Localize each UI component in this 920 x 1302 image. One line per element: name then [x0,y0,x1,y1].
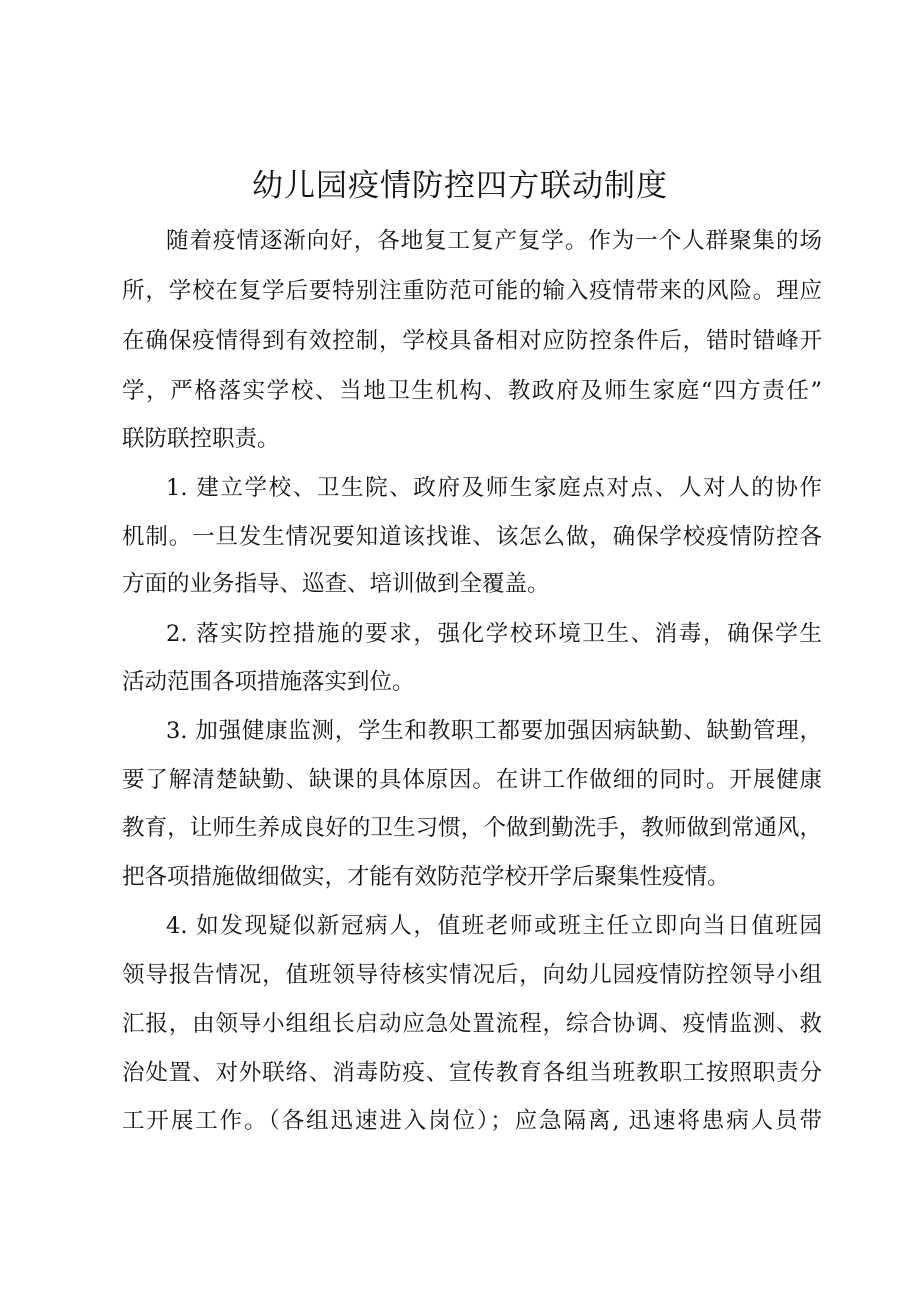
text-line: 活动范围各项措施落实到位。 [122,669,415,695]
text-line: 所，学校在复学后要特别注重防范可能的输入疫情带来的风险。理应 [122,278,822,304]
text-line: 随着疫情逐渐向好，各地复工复产复学。作为一个人群聚集的场 [166,228,822,254]
text-line: 要了解清楚缺勤、缺课的具体原因。在讲工作做细的同时。开展健康 [122,767,822,793]
document-title: 幼儿园疫情防控四方联动制度 [252,168,668,204]
text-line: 联防联控职责。 [122,426,280,452]
text-line: 方面的业务指导、巡查、培训做到全覆盖。 [122,571,550,597]
text-line: 治处置、对外联络、消毒防疫、宣传教育各组当班教职工按照职责分 [122,1060,822,1086]
text-line: 机制。一旦发生情况要知道该找谁、该怎么做，确保学校疫情防控各 [122,524,822,550]
text-line: 汇报，由领导小组组长启动应急处置流程，综合协调、疫情监测、救 [122,1011,822,1037]
text-line: 领导报告情况，值班领导待核实情况后，向幼儿园疫情防控领导小组 [122,962,822,988]
text-line: 2. 落实防控措施的要求，强化学校环境卫生、消毒，确保学生 [166,621,822,647]
text-line: 3. 加强健康监测，学生和教职工都要加强因病缺勤、缺勤管理， [166,718,822,744]
text-line: 把各项措施做细做实，才能有效防范学校开学后聚集性疫情。 [122,864,730,890]
text-line: 在确保疫情得到有效控制，学校具备相对应防控条件后，错时错峰开 [122,328,822,354]
text-line: 工开展工作。（各组迅速进入岗位）；应急隔离, 迅速将患病人员带 [122,1108,822,1134]
text-line: 学，严格落实学校、当地卫生机构、教政府及师生家庭“四方责任” [122,378,822,404]
text-line: 教育，让师生养成良好的卫生习惯，个做到勤洗手，教师做到常通风， [122,815,822,841]
text-line: 1. 建立学校、卫生院、政府及师生家庭点对点、人对人的协作 [166,475,822,501]
text-line: 4. 如发现疑似新冠病人，值班老师或班主任立即向当日值班园 [166,913,822,939]
